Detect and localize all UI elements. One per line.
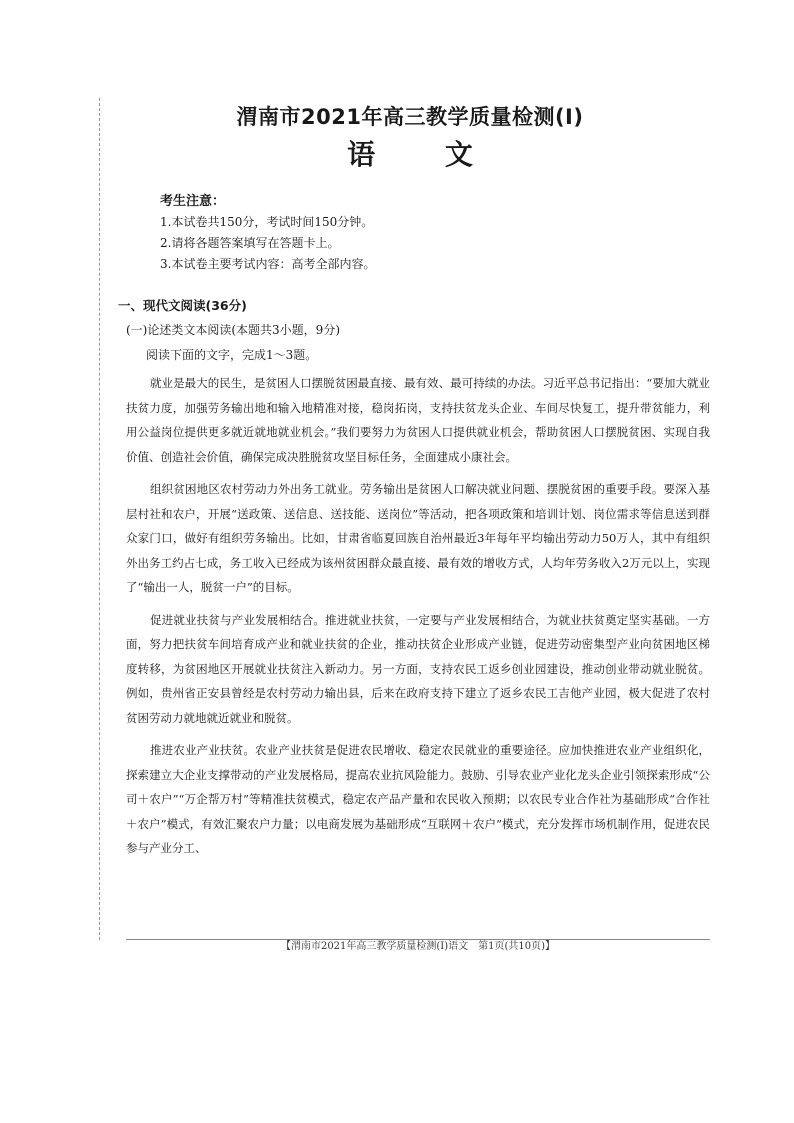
page-footer: 【渭南市2021年高三教学质量检测(Ⅰ)语文 第1页(共10页)】 xyxy=(280,941,556,952)
binding-margin-line xyxy=(99,98,100,940)
reading-passage xyxy=(126,371,710,869)
reading-instruction: 阅读下面的文字，完成1～3题。 xyxy=(146,348,318,362)
section-heading: 一、现代文阅读(36分) xyxy=(118,298,247,313)
subsection-heading: (一)论述类文本阅读(本题共3小题，9分) xyxy=(126,323,340,337)
notice-item: 1.本试卷共150分，考试时间150分钟。 xyxy=(160,215,374,229)
notice-heading: 考生注意： xyxy=(160,194,226,209)
passage-paragraph: 组织贫困地区农村劳动力外出务工就业。劳务输出是贫困人口解决就业问题、摆脱贫困的重要手段。要深入基层村社和农户，开展“送政策、送信息、送技能、送岗位”等活动，把各项政策和培训计划、岗位需求等信息送到群众家门口，做好有组织劳务输出。比如，甘肃省临夏回族自治州最近3年每年平均输出劳动力50万人，其中有组织外出务工约占七成，务工收入已经成为该州贫困群众最直接、最有效的增收方式，人均年劳务收入2万元以上，实现了“输出一人，脱贫一户”的目标。 xyxy=(126,482,710,594)
candidate-notice xyxy=(160,192,375,275)
notice-item: 2.请将各题答案填写在答题卡上。 xyxy=(160,236,340,250)
exam-subject: 语 文 xyxy=(347,138,473,171)
notice-item: 3.本试卷主要考试内容：高考全部内容。 xyxy=(160,257,376,271)
passage-paragraph: 推进农业产业扶贫。农业产业扶贫是促进农民增收、稳定农民就业的重要途径。应加快推进农业产业组织化，探索建立大企业支撑带动的产业发展格局，提高农业抗风险能力。鼓励、引导农业产业化龙头企业引领探索形成“公司＋农户”“万企帮万村”等精准扶贫模式，稳定农产品产量和农民收入预期；以农民专业合作社为基础形成“合作社＋农户”模式，有效汇聚农户力量；以电商发展为基础形成“互联网＋农户”模式，充分发挥市场机制作用，促进农民参与产业分工、 xyxy=(126,743,710,855)
exam-title: 渭南市2021年高三教学质量检测(Ⅰ) xyxy=(236,105,584,129)
passage-paragraph: 促进就业扶贫与产业发展相结合。推进就业扶贫，一定要与产业发展相结合，为就业扶贫奠定坚实基础。一方面，努力把扶贫车间培育成产业和就业扶贫的企业，推动扶贫企业形成产业链，促进劳动密集型产业向贫困地区梯度转移，为贫困地区开展就业扶贫注入新动力。另一方面，支持农民工返乡创业园建设，推动创业带动就业脱贫。例如，贵州省正安县曾经是农村劳动力输出县，后来在政府支持下建立了返乡农民工吉他产业园，极大促进了农村贫困劳动力就地就近就业和脱贫。 xyxy=(126,612,710,725)
passage-paragraph: 就业是最大的民生，是贫困人口摆脱贫困最直接、最有效、最可持续的办法。习近平总书记指出：“要加大就业扶贫力度，加强劳务输出地和输入地精准对接，稳岗拓岗，支持扶贫龙头企业、车间尽快复工，提升带贫能力，利用公益岗位提供更多就近就地就业机会。”我们要努力为贫困人口提供就业机会，帮助贫困人口摆脱贫困、实现自我价值、创造社会价值，确保完成决胜脱贫攻坚目标任务，全面建成小康社会。 xyxy=(126,376,710,464)
